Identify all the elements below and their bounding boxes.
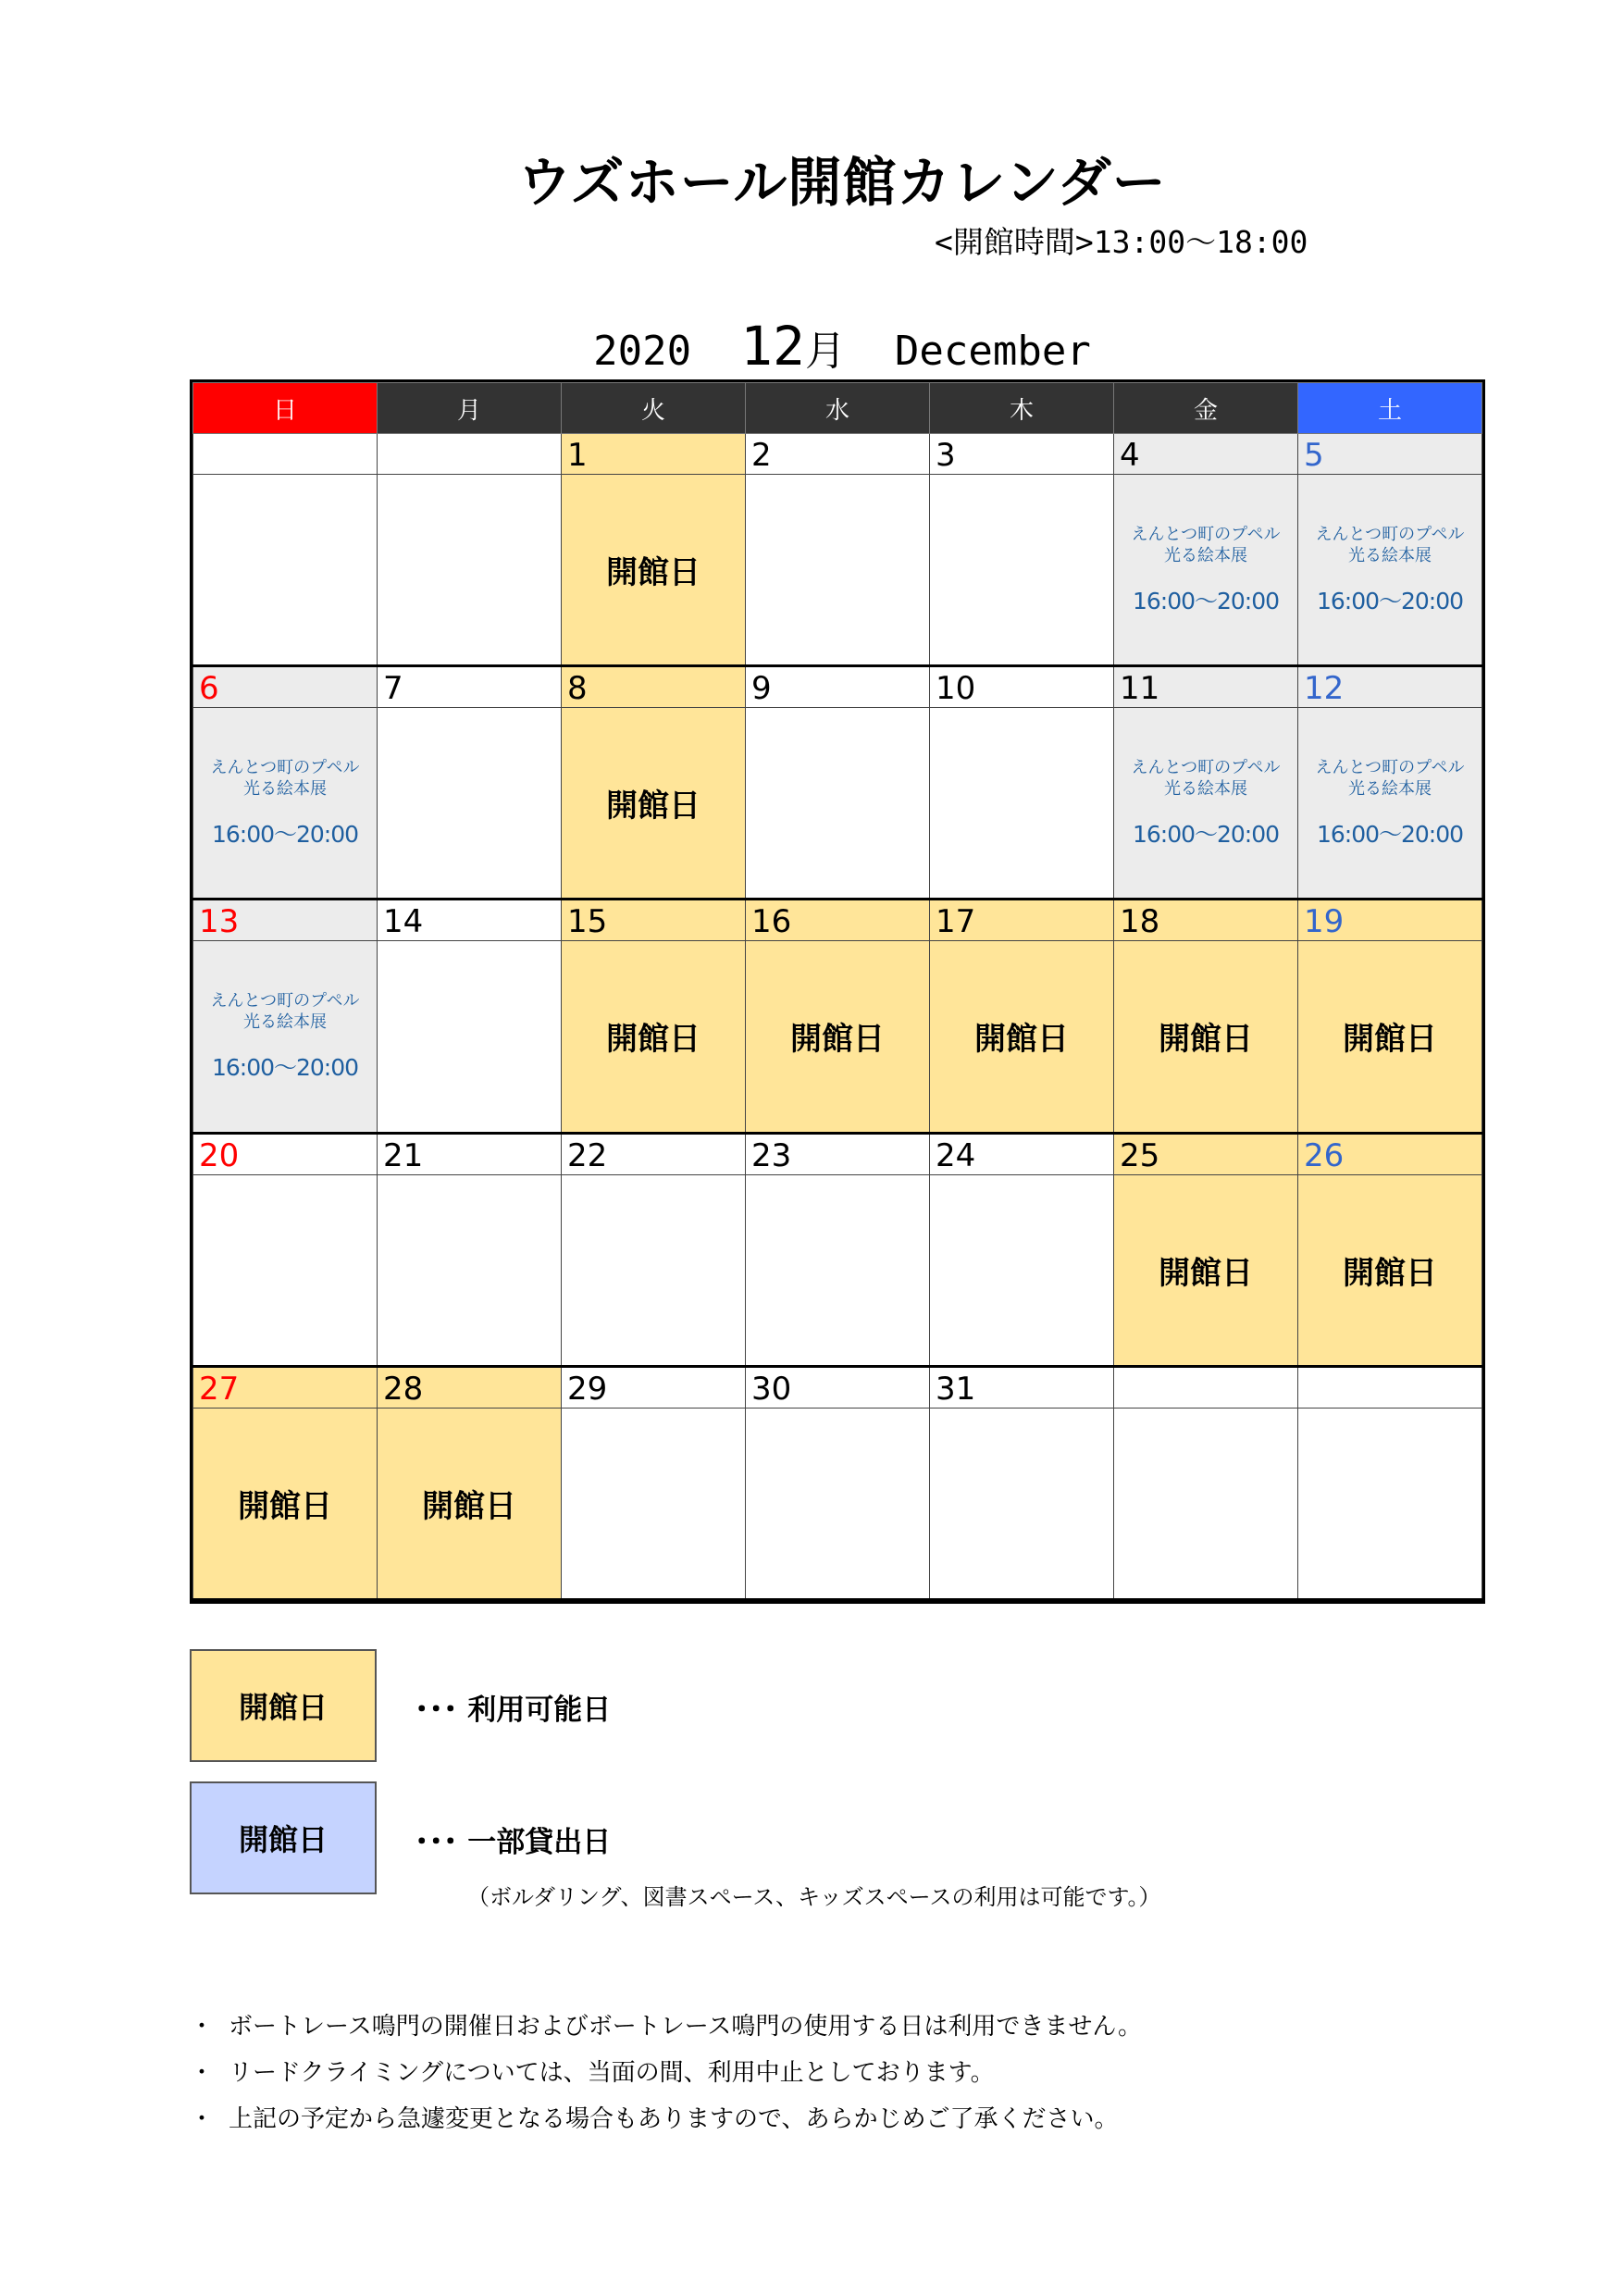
event-title-line1: えんとつ町のプペル [1131, 524, 1281, 544]
bullet-mark: ・ [190, 2059, 215, 2087]
event-title-line2: 光る絵本展 [1348, 545, 1432, 565]
event-title-line1: えんとつ町のプペル [1131, 757, 1281, 777]
day-number [378, 434, 561, 475]
day-content [1114, 941, 1297, 1131]
weekday-header: 日 [193, 383, 378, 434]
day-number: 12 [1298, 667, 1481, 708]
day-number: 6 [193, 667, 377, 708]
day-cell [562, 1366, 746, 1599]
event-title-line2: 光る絵本展 [1348, 778, 1432, 799]
day-content [746, 1409, 929, 1598]
day-cell [930, 1133, 1114, 1366]
event-time: 16:00～20:00 [1132, 587, 1280, 614]
day-cell [930, 434, 1114, 666]
calendar-grid [190, 379, 1485, 1604]
day-content [562, 1175, 745, 1365]
day-cell [746, 900, 930, 1133]
day-content [562, 708, 745, 898]
day-cell [193, 900, 378, 1133]
day-cell [193, 1133, 378, 1366]
day-number [1114, 1368, 1297, 1409]
day-number: 19 [1298, 900, 1481, 941]
day-content [1114, 708, 1297, 898]
day-number: 18 [1114, 900, 1297, 941]
event-title-line1: えんとつ町のプペル [1315, 757, 1465, 777]
day-content [1114, 1409, 1297, 1598]
month-number: 12 [740, 315, 805, 378]
open-day-label: 開館日 [790, 1021, 885, 1059]
day-number: 22 [562, 1135, 745, 1175]
open-day-label: 開館日 [1159, 1254, 1253, 1292]
note-text: 上記の予定から急遽変更となる場合もありますので、あらかじめご了承ください。 [229, 2105, 1119, 2133]
note-item [190, 2004, 1142, 2050]
day-cell [378, 1366, 562, 1599]
day-content [930, 708, 1113, 898]
day-number: 14 [378, 900, 561, 941]
day-content [746, 941, 929, 1131]
day-number: 23 [746, 1135, 929, 1175]
day-number: 13 [193, 900, 377, 941]
day-content [746, 475, 929, 664]
day-number: 11 [1114, 667, 1297, 708]
day-content [193, 708, 377, 898]
event-time: 16:00～20:00 [1132, 820, 1280, 848]
day-cell [193, 666, 378, 900]
legend-partial-text: ･･･ 一部貸出日 [415, 1826, 612, 1859]
day-cell [562, 666, 746, 900]
day-cell [1298, 1133, 1482, 1366]
week-row [193, 900, 1482, 1133]
day-cell [562, 434, 746, 666]
week-row [193, 434, 1482, 666]
note-text: ボートレース鳴門の開催日およびボートレース鳴門の使用する日は利用できません。 [229, 2013, 1142, 2041]
day-number: 28 [378, 1368, 561, 1409]
day-content [1298, 1409, 1481, 1598]
day-number: 30 [746, 1368, 929, 1409]
day-content [930, 1409, 1113, 1598]
day-cell [930, 1366, 1114, 1599]
day-cell [746, 1133, 930, 1366]
day-cell [1298, 434, 1482, 666]
day-number: 26 [1298, 1135, 1481, 1175]
day-cell [378, 434, 562, 666]
open-day-label: 開館日 [238, 1487, 332, 1525]
day-content [930, 1175, 1113, 1365]
day-cell [193, 1366, 378, 1599]
day-content [378, 475, 561, 664]
day-content [930, 941, 1113, 1131]
weekday-header: 土 [1298, 383, 1482, 434]
day-cell [746, 666, 930, 900]
day-cell [562, 900, 746, 1133]
day-cell [378, 900, 562, 1133]
note-item [190, 2096, 1142, 2142]
day-cell [1298, 666, 1482, 900]
day-cell [746, 1366, 930, 1599]
day-number: 1 [562, 434, 745, 475]
weekday-header: 金 [1114, 383, 1298, 434]
calendar-body [193, 434, 1482, 1600]
month-suffix: 月 [804, 328, 846, 375]
day-number: 2 [746, 434, 929, 475]
note-text: リードクライミングについては、当面の間、利用中止としております。 [229, 2059, 995, 2087]
month-heading [0, 315, 1624, 378]
day-cell [1298, 1366, 1482, 1599]
day-cell [562, 1133, 746, 1366]
day-number: 29 [562, 1368, 745, 1409]
day-number: 9 [746, 667, 929, 708]
day-cell [1114, 1366, 1298, 1599]
day-number: 7 [378, 667, 561, 708]
day-content [193, 941, 377, 1131]
opening-hours: <開館時間>13:00～18:00 [935, 224, 1308, 260]
open-day-label: 開館日 [422, 1487, 516, 1525]
day-content [193, 475, 377, 664]
day-content [562, 941, 745, 1131]
weekday-header: 木 [930, 383, 1114, 434]
day-number: 25 [1114, 1135, 1297, 1175]
bullet-mark: ・ [190, 2105, 215, 2133]
legend-partial-swatch: 開館日 [190, 1781, 377, 1894]
day-cell [1114, 434, 1298, 666]
open-day-label: 開館日 [1159, 1021, 1253, 1059]
day-cell [1114, 1133, 1298, 1366]
day-content [562, 475, 745, 664]
day-content [378, 941, 561, 1131]
day-number: 3 [930, 434, 1113, 475]
year: 2020 [593, 328, 692, 375]
day-cell [193, 434, 378, 666]
day-number: 31 [930, 1368, 1113, 1409]
weekday-header: 水 [746, 383, 930, 434]
weekday-header: 月 [378, 383, 562, 434]
day-cell [930, 666, 1114, 900]
week-row [193, 666, 1482, 900]
day-content [746, 708, 929, 898]
legend-note: （ボルダリング、図書スペース、キッズスペースの利用は可能です。） [467, 1884, 1161, 1910]
day-content [930, 475, 1113, 664]
event-title-line1: えんとつ町のプペル [210, 757, 360, 777]
day-content [1298, 708, 1481, 898]
day-number [193, 434, 377, 475]
day-content [1114, 475, 1297, 664]
day-content [562, 1409, 745, 1598]
day-number: 4 [1114, 434, 1297, 475]
day-number: 24 [930, 1135, 1113, 1175]
weekday-header: 火 [562, 383, 746, 434]
day-number: 8 [562, 667, 745, 708]
open-day-label: 開館日 [1343, 1254, 1437, 1292]
event-title-line1: えんとつ町のプペル [1315, 524, 1465, 544]
event-title-line2: 光る絵本展 [1164, 545, 1247, 565]
event-time: 16:00～20:00 [1316, 587, 1464, 614]
open-day-label: 開館日 [974, 1021, 1069, 1059]
day-content [193, 1409, 377, 1598]
day-number [1298, 1368, 1481, 1409]
day-content [1114, 1175, 1297, 1365]
day-content [378, 708, 561, 898]
event-time: 16:00～20:00 [1316, 820, 1464, 848]
open-day-label: 開館日 [606, 554, 700, 591]
day-number: 16 [746, 900, 929, 941]
day-cell [1114, 666, 1298, 900]
day-cell [378, 1133, 562, 1366]
legend-open-swatch: 開館日 [190, 1649, 377, 1762]
day-content [1298, 1175, 1481, 1365]
page-title: ウズホール開館カレンダー [517, 151, 1167, 214]
day-content [378, 1409, 561, 1598]
bullet-mark: ・ [190, 2013, 215, 2041]
week-row [193, 1133, 1482, 1366]
day-number: 15 [562, 900, 745, 941]
week-row [193, 1366, 1482, 1599]
event-title-line2: 光る絵本展 [243, 778, 327, 799]
day-content [378, 1175, 561, 1365]
event-time: 16:00～20:00 [211, 820, 359, 848]
day-number: 17 [930, 900, 1113, 941]
day-cell [378, 666, 562, 900]
weekday-header-row [193, 383, 1482, 434]
notes-list [190, 2004, 1142, 2142]
day-cell [1298, 900, 1482, 1133]
month-english: December [894, 328, 1091, 375]
event-title-line2: 光る絵本展 [243, 1011, 327, 1032]
day-content [1298, 475, 1481, 664]
day-number: 21 [378, 1135, 561, 1175]
day-cell [930, 900, 1114, 1133]
open-day-label: 開館日 [606, 788, 700, 825]
event-title-line2: 光る絵本展 [1164, 778, 1247, 799]
event-title-line1: えんとつ町のプペル [210, 990, 360, 1011]
day-cell [1114, 900, 1298, 1133]
event-time: 16:00～20:00 [211, 1053, 359, 1081]
day-content [1298, 941, 1481, 1131]
day-number: 27 [193, 1368, 377, 1409]
day-number: 10 [930, 667, 1113, 708]
legend-open-text: ･･･ 利用可能日 [415, 1694, 612, 1727]
day-number: 5 [1298, 434, 1481, 475]
day-cell [746, 434, 930, 666]
day-number: 20 [193, 1135, 377, 1175]
open-day-label: 開館日 [1343, 1021, 1437, 1059]
open-day-label: 開館日 [606, 1021, 700, 1059]
day-content [193, 1175, 377, 1365]
day-content [746, 1175, 929, 1365]
note-item [190, 2050, 1142, 2096]
